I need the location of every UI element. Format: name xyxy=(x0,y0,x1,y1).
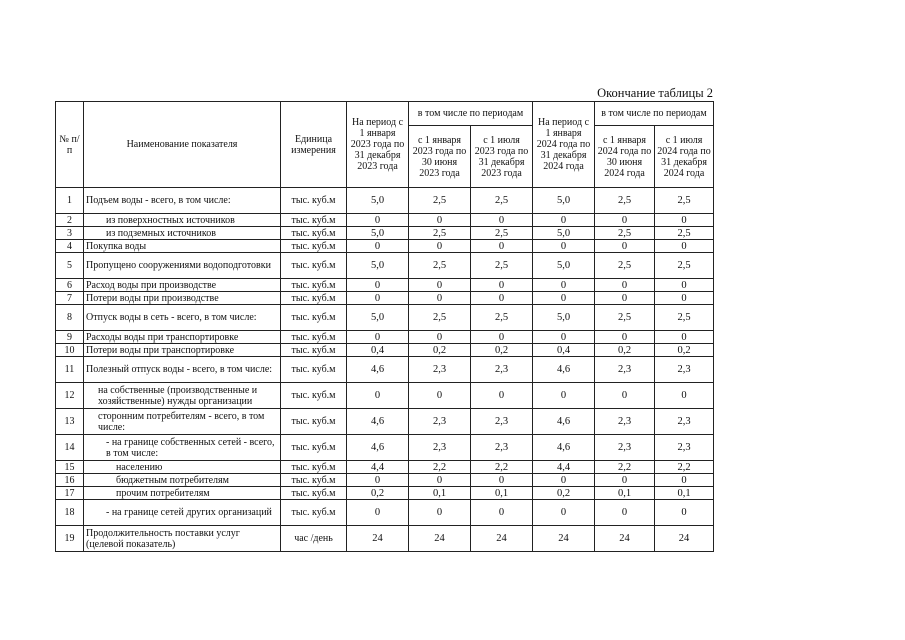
unit-cell: тыс. куб.м xyxy=(281,383,347,409)
indicator-name: населению xyxy=(84,461,281,474)
unit-cell: тыс. куб.м xyxy=(281,331,347,344)
value-cell: 4,6 xyxy=(347,357,409,383)
value-cell: 2,3 xyxy=(409,409,471,435)
value-cell: 0 xyxy=(409,292,471,305)
value-cell: 2,5 xyxy=(471,227,533,240)
value-cell: 4,6 xyxy=(347,409,409,435)
table-row xyxy=(56,435,714,461)
value-cell: 2,5 xyxy=(471,305,533,331)
value-cell: 0,1 xyxy=(471,487,533,500)
value-cell: 0 xyxy=(595,500,655,526)
table-body xyxy=(56,188,714,552)
value-cell: 2,3 xyxy=(409,357,471,383)
header-period-2023: На период с 1 января 2023 года по 31 декабря 2023 года xyxy=(347,102,409,188)
indicator-name: - на границе собственных сетей - всего, в том числе: xyxy=(84,435,281,461)
indicator-name: Подъем воды - всего, в том числе: xyxy=(84,188,281,214)
table-row xyxy=(56,500,714,526)
value-cell: 2,5 xyxy=(655,305,714,331)
value-cell: 0,2 xyxy=(471,344,533,357)
value-cell: 0 xyxy=(533,331,595,344)
value-cell: 0,2 xyxy=(409,344,471,357)
row-number: 10 xyxy=(56,344,84,357)
value-cell: 0 xyxy=(471,383,533,409)
value-cell: 5,0 xyxy=(347,188,409,214)
value-cell: 2,5 xyxy=(471,253,533,279)
value-cell: 24 xyxy=(533,526,595,552)
value-cell: 0,4 xyxy=(533,344,595,357)
header-h2-2023: с 1 июля 2023 года по 31 декабря 2023 года xyxy=(471,126,533,188)
value-cell: 5,0 xyxy=(347,253,409,279)
value-cell: 0 xyxy=(655,500,714,526)
row-number: 9 xyxy=(56,331,84,344)
header-h1-2023: с 1 января 2023 года по 30 июня 2023 года xyxy=(409,126,471,188)
row-number: 1 xyxy=(56,188,84,214)
value-cell: 2,2 xyxy=(471,461,533,474)
header-h2-2024: с 1 июля 2024 года по 31 декабря 2024 года xyxy=(655,126,714,188)
unit-cell: тыс. куб.м xyxy=(281,240,347,253)
value-cell: 2,5 xyxy=(655,227,714,240)
value-cell: 0 xyxy=(533,383,595,409)
indicator-name: Расходы воды при транспортировке xyxy=(84,331,281,344)
value-cell: 0 xyxy=(471,292,533,305)
unit-cell: тыс. куб.м xyxy=(281,409,347,435)
value-cell: 0 xyxy=(347,383,409,409)
water-balance-table xyxy=(55,101,714,552)
value-cell: 0 xyxy=(347,279,409,292)
header-incl-2024: в том числе по периодам xyxy=(595,102,714,126)
value-cell: 0,1 xyxy=(595,487,655,500)
value-cell: 0 xyxy=(347,331,409,344)
value-cell: 0 xyxy=(471,474,533,487)
value-cell: 24 xyxy=(595,526,655,552)
indicator-name: сторонним потребителям - всего, в том числе: xyxy=(84,409,281,435)
value-cell: 0 xyxy=(533,214,595,227)
value-cell: 2,2 xyxy=(655,461,714,474)
value-cell: 2,2 xyxy=(409,461,471,474)
unit-cell: тыс. куб.м xyxy=(281,227,347,240)
value-cell: 24 xyxy=(409,526,471,552)
unit-cell: тыс. куб.м xyxy=(281,253,347,279)
table-header xyxy=(56,102,714,188)
table-row xyxy=(56,214,714,227)
unit-cell: тыс. куб.м xyxy=(281,461,347,474)
value-cell: 0 xyxy=(655,279,714,292)
value-cell: 0 xyxy=(409,214,471,227)
value-cell: 2,5 xyxy=(595,227,655,240)
table-row xyxy=(56,487,714,500)
value-cell: 0 xyxy=(347,500,409,526)
value-cell: 2,3 xyxy=(595,409,655,435)
indicator-name: Покупка воды xyxy=(84,240,281,253)
value-cell: 24 xyxy=(471,526,533,552)
value-cell: 0 xyxy=(655,240,714,253)
indicator-name: Потери воды при производстве xyxy=(84,292,281,305)
row-number: 7 xyxy=(56,292,84,305)
row-number: 5 xyxy=(56,253,84,279)
value-cell: 0 xyxy=(655,292,714,305)
value-cell: 0 xyxy=(655,214,714,227)
value-cell: 24 xyxy=(655,526,714,552)
indicator-name: бюджетным потребителям xyxy=(84,474,281,487)
header-name: Наименование показателя xyxy=(84,102,281,188)
unit-cell: тыс. куб.м xyxy=(281,500,347,526)
value-cell: 5,0 xyxy=(347,227,409,240)
value-cell: 4,4 xyxy=(347,461,409,474)
value-cell: 2,3 xyxy=(595,357,655,383)
value-cell: 0 xyxy=(409,383,471,409)
unit-cell: тыс. куб.м xyxy=(281,292,347,305)
table-row xyxy=(56,409,714,435)
row-number: 4 xyxy=(56,240,84,253)
value-cell: 4,6 xyxy=(533,409,595,435)
value-cell: 0 xyxy=(347,292,409,305)
indicator-name: Потери воды при транспортировке xyxy=(84,344,281,357)
table-row xyxy=(56,279,714,292)
row-number: 3 xyxy=(56,227,84,240)
table-row xyxy=(56,331,714,344)
value-cell: 0,1 xyxy=(655,487,714,500)
unit-cell: тыс. куб.м xyxy=(281,357,347,383)
unit-cell: тыс. куб.м xyxy=(281,305,347,331)
value-cell: 2,3 xyxy=(471,357,533,383)
row-number: 13 xyxy=(56,409,84,435)
table-row xyxy=(56,240,714,253)
value-cell: 0 xyxy=(471,240,533,253)
value-cell: 4,6 xyxy=(533,435,595,461)
table-row xyxy=(56,474,714,487)
value-cell: 0 xyxy=(655,331,714,344)
table-row xyxy=(56,253,714,279)
value-cell: 2,5 xyxy=(595,305,655,331)
value-cell: 2,3 xyxy=(655,435,714,461)
row-number: 18 xyxy=(56,500,84,526)
value-cell: 5,0 xyxy=(533,227,595,240)
header-h1-2024: с 1 января 2024 года по 30 июня 2024 года xyxy=(595,126,655,188)
value-cell: 2,5 xyxy=(655,188,714,214)
indicator-name: из подземных источников xyxy=(84,227,281,240)
value-cell: 5,0 xyxy=(533,305,595,331)
unit-cell: тыс. куб.м xyxy=(281,188,347,214)
table-row xyxy=(56,526,714,552)
row-number: 19 xyxy=(56,526,84,552)
row-number: 15 xyxy=(56,461,84,474)
table-row xyxy=(56,188,714,214)
table-row xyxy=(56,357,714,383)
row-number: 6 xyxy=(56,279,84,292)
value-cell: 0,2 xyxy=(595,344,655,357)
value-cell: 0 xyxy=(471,331,533,344)
value-cell: 0,2 xyxy=(347,487,409,500)
value-cell: 0 xyxy=(471,500,533,526)
indicator-name: прочим потребителям xyxy=(84,487,281,500)
value-cell: 2,5 xyxy=(409,227,471,240)
value-cell: 4,6 xyxy=(533,357,595,383)
table-row xyxy=(56,461,714,474)
value-cell: 4,6 xyxy=(347,435,409,461)
value-cell: 0 xyxy=(409,331,471,344)
value-cell: 2,3 xyxy=(471,409,533,435)
value-cell: 0 xyxy=(595,474,655,487)
header-unit: Единица измерения xyxy=(281,102,347,188)
row-number: 11 xyxy=(56,357,84,383)
row-number: 2 xyxy=(56,214,84,227)
value-cell: 0 xyxy=(595,240,655,253)
value-cell: 2,5 xyxy=(471,188,533,214)
value-cell: 0 xyxy=(471,214,533,227)
value-cell: 0 xyxy=(533,500,595,526)
value-cell: 0 xyxy=(409,474,471,487)
row-number: 8 xyxy=(56,305,84,331)
value-cell: 2,3 xyxy=(655,357,714,383)
header-incl-2023: в том числе по периодам xyxy=(409,102,533,126)
value-cell: 2,5 xyxy=(409,253,471,279)
value-cell: 0 xyxy=(533,474,595,487)
value-cell: 0 xyxy=(409,500,471,526)
header-num: № п/п xyxy=(56,102,84,188)
row-number: 14 xyxy=(56,435,84,461)
value-cell: 5,0 xyxy=(533,253,595,279)
value-cell: 0 xyxy=(347,240,409,253)
value-cell: 0 xyxy=(533,240,595,253)
table-row xyxy=(56,227,714,240)
value-cell: 0 xyxy=(409,240,471,253)
value-cell: 0 xyxy=(655,474,714,487)
value-cell: 0 xyxy=(655,383,714,409)
indicator-name: из поверхностных источников xyxy=(84,214,281,227)
value-cell: 0 xyxy=(595,331,655,344)
value-cell: 0 xyxy=(471,279,533,292)
value-cell: 2,3 xyxy=(595,435,655,461)
value-cell: 0 xyxy=(595,383,655,409)
row-number: 17 xyxy=(56,487,84,500)
value-cell: 2,3 xyxy=(655,409,714,435)
unit-cell: тыс. куб.м xyxy=(281,487,347,500)
value-cell: 24 xyxy=(347,526,409,552)
value-cell: 0 xyxy=(595,214,655,227)
value-cell: 2,5 xyxy=(595,253,655,279)
value-cell: 0 xyxy=(409,279,471,292)
value-cell: 0,2 xyxy=(533,487,595,500)
value-cell: 0 xyxy=(533,292,595,305)
table-row xyxy=(56,344,714,357)
indicator-name: Продолжительность поставки услуг (целевой показатель) xyxy=(84,526,281,552)
unit-cell: час /день xyxy=(281,526,347,552)
value-cell: 0 xyxy=(533,279,595,292)
value-cell: 0 xyxy=(347,474,409,487)
table-caption: Окончание таблицы 2 xyxy=(597,86,713,100)
row-number: 12 xyxy=(56,383,84,409)
unit-cell: тыс. куб.м xyxy=(281,214,347,227)
unit-cell: тыс. куб.м xyxy=(281,435,347,461)
value-cell: 5,0 xyxy=(533,188,595,214)
row-number: 16 xyxy=(56,474,84,487)
indicator-name: - на границе сетей других организаций xyxy=(84,500,281,526)
value-cell: 2,3 xyxy=(409,435,471,461)
unit-cell: тыс. куб.м xyxy=(281,344,347,357)
value-cell: 0 xyxy=(595,292,655,305)
unit-cell: тыс. куб.м xyxy=(281,474,347,487)
value-cell: 5,0 xyxy=(347,305,409,331)
table-row xyxy=(56,383,714,409)
value-cell: 2,3 xyxy=(471,435,533,461)
value-cell: 0,4 xyxy=(347,344,409,357)
value-cell: 4,4 xyxy=(533,461,595,474)
value-cell: 0 xyxy=(595,279,655,292)
value-cell: 2,5 xyxy=(655,253,714,279)
indicator-name: на собственные (производственные и хозяйственные) нужды организации xyxy=(84,383,281,409)
table-row xyxy=(56,292,714,305)
indicator-name: Полезный отпуск воды - всего, в том числе: xyxy=(84,357,281,383)
table-row xyxy=(56,305,714,331)
value-cell: 0 xyxy=(347,214,409,227)
value-cell: 0,1 xyxy=(409,487,471,500)
indicator-name: Расход воды при производстве xyxy=(84,279,281,292)
value-cell: 2,5 xyxy=(409,188,471,214)
indicator-name: Пропущено сооружениями водоподготовки xyxy=(84,253,281,279)
value-cell: 0,2 xyxy=(655,344,714,357)
header-period-2024: На период с 1 января 2024 года по 31 декабря 2024 года xyxy=(533,102,595,188)
value-cell: 2,5 xyxy=(409,305,471,331)
indicator-name: Отпуск воды в сеть - всего, в том числе: xyxy=(84,305,281,331)
value-cell: 2,2 xyxy=(595,461,655,474)
unit-cell: тыс. куб.м xyxy=(281,279,347,292)
value-cell: 2,5 xyxy=(595,188,655,214)
